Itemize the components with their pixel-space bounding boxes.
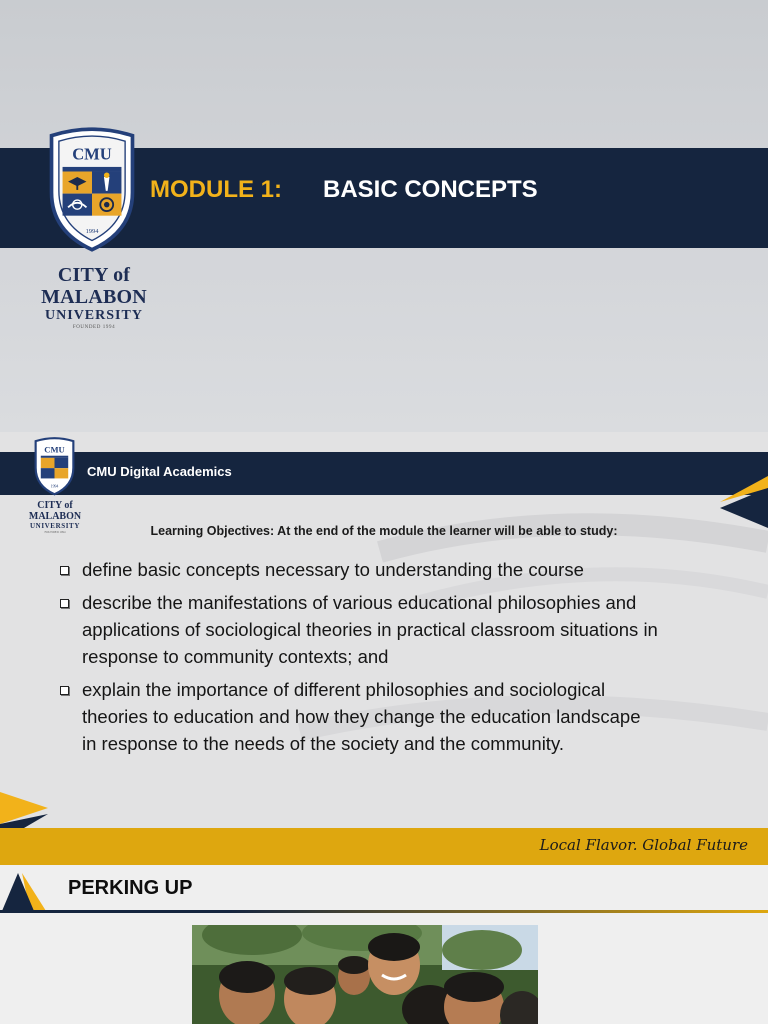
cmu-crest-logo	[32, 436, 77, 496]
title-slide	[0, 0, 768, 432]
objective-text: explain the importance of different philosophies and sociological theories to education and how they change the education landscape in response to the needs of the society and the community.	[82, 679, 641, 754]
university-name-line1: CITY of MALABON	[41, 264, 147, 308]
heading-underline	[0, 910, 768, 913]
module-number: MODULE 1:	[150, 176, 282, 203]
list-item	[58, 556, 658, 583]
objective-text: define basic concepts necessary to understanding the course	[82, 559, 584, 580]
checkbox-bullet-icon	[60, 599, 69, 608]
header-title: CMU Digital Academics	[87, 464, 232, 479]
university-name-line1: CITY of MALABON	[28, 500, 82, 522]
checkbox-bullet-icon	[60, 686, 69, 695]
objective-text: describe the manifestations of various educational philosophies and applications of sociological theories in practical classroom situations in response to community contexts; and	[82, 592, 658, 667]
crest-year: 1994	[50, 484, 59, 489]
objectives-heading: Learning Objectives: At the end of the module the learner will be able to study:	[150, 524, 618, 538]
crest-initials: CMU	[72, 144, 112, 164]
cmu-crest-logo	[46, 122, 138, 256]
list-item	[58, 589, 658, 670]
corner-accent-top-right	[700, 472, 768, 532]
section-heading: PERKING UP	[68, 877, 193, 899]
objectives-slide	[0, 432, 768, 865]
university-wordmark	[8, 264, 180, 332]
module-name: BASIC CONCEPTS	[323, 176, 538, 203]
perking-up-slide	[0, 865, 768, 1024]
children-group-photo	[192, 925, 538, 1024]
list-item	[58, 676, 658, 757]
university-name-line2: UNIVERSITY	[45, 308, 143, 323]
triangle-accent-icon	[2, 871, 50, 911]
checkbox-bullet-icon	[60, 566, 69, 575]
university-founded: FOUNDED 1994	[72, 325, 116, 330]
university-name-line2: UNIVERSITY	[30, 522, 80, 530]
crest-year: 1994	[85, 228, 99, 236]
university-founded: FOUNDED 1994	[44, 530, 66, 534]
tagline: Local Flavor. Global Future	[539, 836, 748, 854]
objectives-list	[58, 556, 658, 763]
crest-initials: CMU	[44, 444, 65, 455]
module-title	[150, 176, 538, 204]
